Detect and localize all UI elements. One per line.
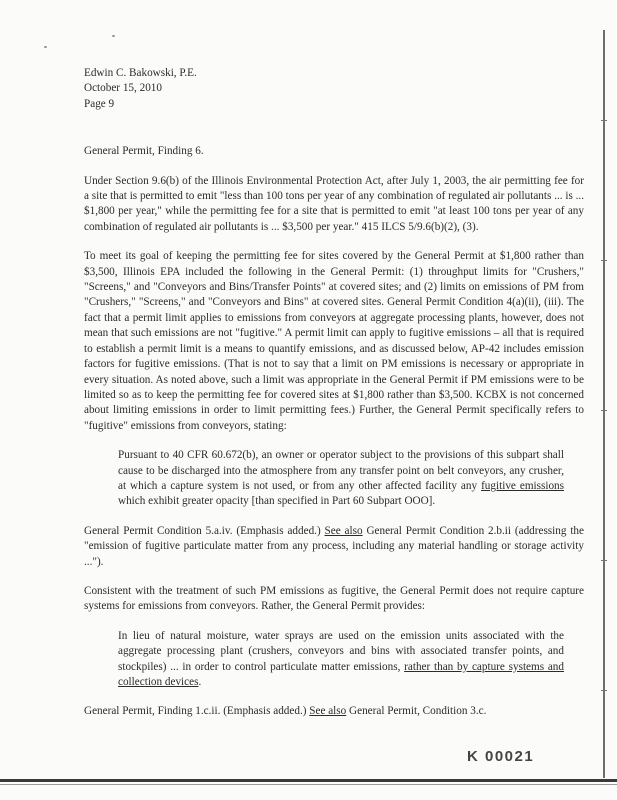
scan-edge-bottom-thin	[0, 784, 617, 785]
citation-text: General Permit, Finding 1.c.ii. (Emphasis added.)	[84, 705, 310, 718]
citation-see-also: See also	[324, 524, 363, 537]
scan-edge-right	[603, 30, 605, 778]
block-quote-water-sprays	[84, 629, 584, 691]
citation-condition	[84, 524, 584, 570]
paragraph-fee-statute: Under Section 9.6(b) of the Illinois Environmental Protection Act, after July 1, 2003, the air permitting fee for a site that is permitted to emit "less than 100 tons per year of any combination of regulated air pollutants ... is ... $1,800 per year," while the permitting fee for a site that is permitted to emit "at least 100 tons per year of any combination of regulated air pollutants is ... $3,500 per year." 415 ILCS 5/9.6(b)(2), (3).	[84, 174, 584, 233]
citation-finding	[84, 704, 584, 719]
scan-mark	[601, 410, 607, 411]
quote-text: which exhibit greater opacity [than specified in Part 60 Subpart OOO].	[118, 495, 436, 508]
scan-mark	[601, 120, 607, 121]
citation-see-also: See also	[309, 705, 347, 718]
quote-text: Pursuant to 40 CFR 60.672(b), an owner or operator subject to the provisions of this subpart shall cause to be discharged into the atmosphere from any transfer point on belt conveyors, any crusher, at which a capture system is not used, or from any other affected facility any	[118, 449, 564, 492]
recipient-name: Edwin C. Bakowski, P.E.	[84, 67, 197, 79]
quote-text: .	[198, 676, 202, 688]
paragraph-capture-systems: Consistent with the treatment of such PM emissions as fugitive, the General Permit does not require capture systems for emissions from conveyors. Rather, the General Permit provides:	[84, 584, 584, 613]
citation-text: General Permit Condition 2.b.ii (addressing the "emission of fugitive particulate matter from any process, including any material handling or storage activity ...").	[84, 524, 584, 568]
bates-number: K 00021	[467, 748, 535, 765]
scan-mark	[601, 690, 607, 691]
scan-edge-bottom	[0, 779, 617, 782]
section-heading: General Permit, Finding 6.	[84, 145, 204, 158]
quote-text: In lieu of natural moisture, water sprays are used on the emission units associated with the aggregate processing plant (crushers, conveyors and bins with associated transfer points, and stockpiles) ... in order to control particulate matter emissions,	[118, 629, 564, 673]
letter-body	[84, 66, 584, 734]
quote-emphasis: fugitive emissions	[481, 479, 564, 492]
block-quote-fugitive	[84, 448, 584, 510]
letter-header	[84, 66, 584, 112]
page-number: Page 9	[84, 97, 115, 110]
scan-mark	[601, 260, 607, 261]
citation-text: General Permit Condition 5.a.iv. (Emphasis added.)	[84, 524, 325, 537]
letter-date: October 15, 2010	[84, 82, 162, 95]
scan-speck	[44, 46, 47, 48]
quote-emphasis: rather than by capture systems and collection devices	[118, 660, 564, 688]
scan-speck	[112, 35, 115, 37]
scan-mark	[601, 560, 607, 561]
citation-text: General Permit, Condition 3.c.	[346, 705, 487, 718]
paragraph-permit-limits: To meet its goal of keeping the permitting fee for sites covered by the General Permit at $1,800 rather than $3,500, Illinois EPA included the following in the General Permit: (1) throughput limits for "Crushers," "Screens," and "Conveyors and Bins/Transfer Points" at covered sites; and (2) limits on emissions of PM from "Crushers," "Screens," and "Conveyors and Bins" at covered sites. General Permit Condition 4(a)(ii), (iii). The fact that a permit limit applies to emissions from conveyors at aggregate processing plants, however, does not mean that such emissions are not "fugitive." A permit limit can apply to fugitive emissions – all that is required to establish a permit limit is a means to quantify emissions, and as discussed below, AP-42 includes emission factors for fugitive emissions. (That is not to say that a limit on PM emissions is necessary or appropriate in every situation. As noted above, such a limit was appropriate in the General Permit if PM emissions were to be limited so as to keep the permitting fee for covered sites at $1,800 rather than $3,500. KCBX is not concerned about limiting emissions in order to limit permitting fees.) Further, the General Permit specifically refers to "fugitive" emissions from conveyors, stating:	[84, 250, 584, 432]
